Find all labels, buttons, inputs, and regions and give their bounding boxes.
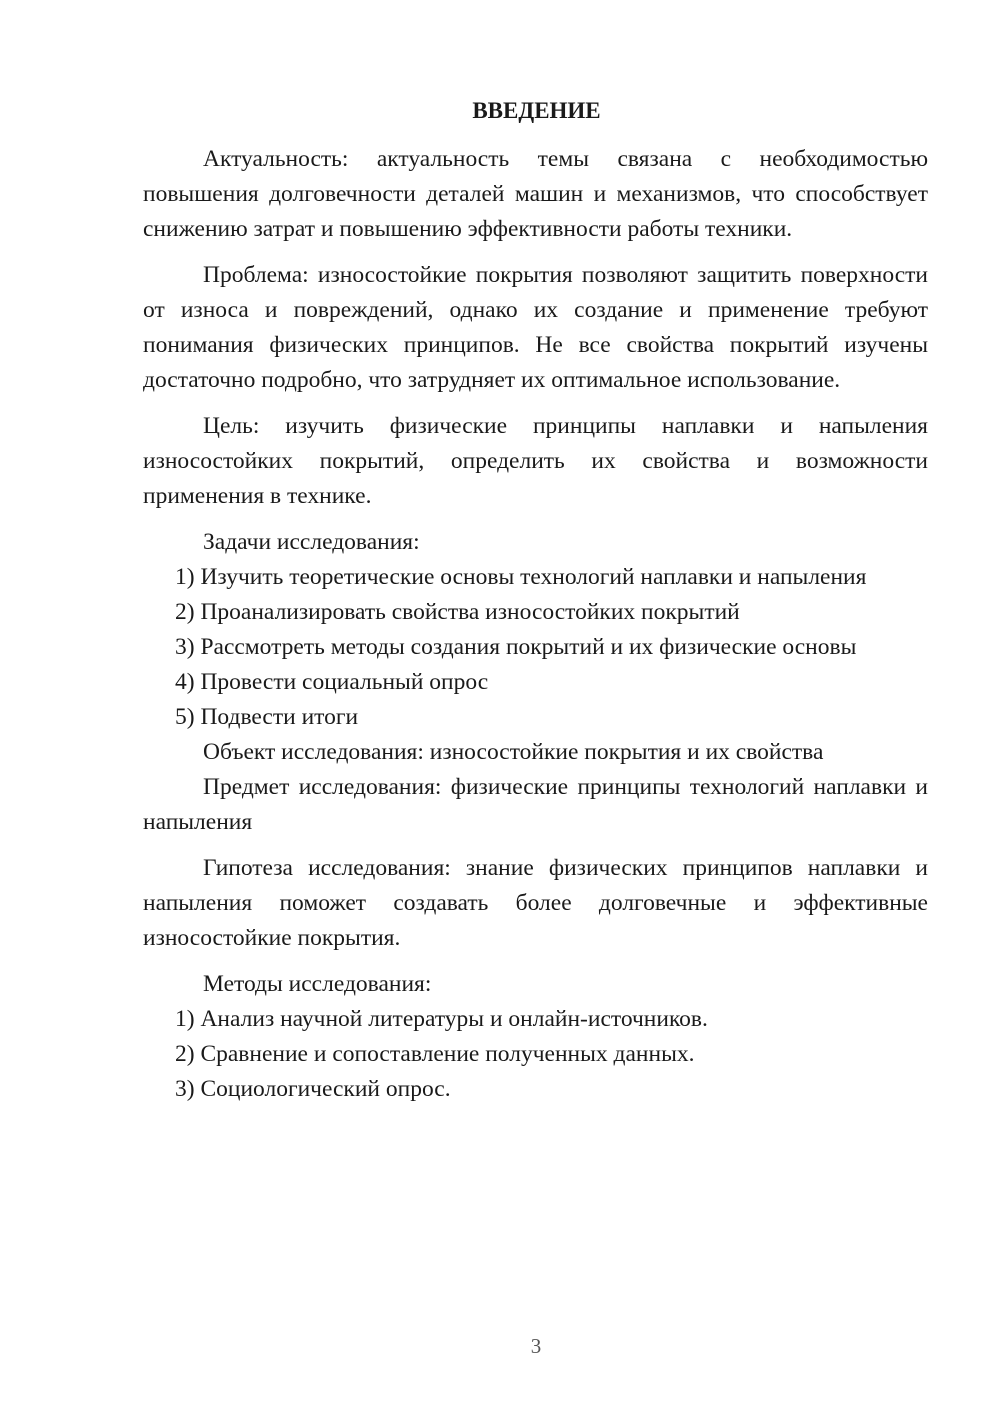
tasks-heading: Задачи исследования: — [203, 529, 420, 555]
relevance-paragraph: Актуальность: актуальность темы связана с необходимостью повышения долговечности деталей машин и механизмов, что способствует снижению затрат и повышению эффективности работы техники. — [143, 146, 928, 242]
section-title: ВВЕДЕНИЕ — [472, 98, 601, 123]
problem-paragraph: Проблема: износостойкие покрытия позволяют защитить поверхности от износа и повреждений, однако их создание и применение требуют понимания физических принципов. Не все свойства покрытий изучены достаточно подробно, что затрудняет их оптимальное использование. — [143, 262, 928, 393]
subject-paragraph: Предмет исследования: физические принципы технологий наплавки и напыления — [143, 774, 928, 835]
list-item: 3) Социологический опрос. — [175, 1076, 451, 1102]
hypothesis-paragraph: Гипотеза исследования: знание физических принципов наплавки и напыления поможет создавать более долговечные и эффективные износостойкие покрытия. — [143, 855, 928, 951]
methods-list — [143, 1002, 928, 1107]
list-item: 2) Проанализировать свойства износостойких покрытий — [175, 599, 740, 625]
list-item: 3) Рассмотреть методы создания покрытий и их физические основы — [175, 634, 857, 660]
methods-heading: Методы исследования: — [203, 971, 432, 997]
object-paragraph: Объект исследования: износостойкие покрытия и их свойства — [203, 739, 824, 765]
tasks-list — [143, 560, 928, 735]
list-item: 1) Изучить теоретические основы технологий наплавки и напыления — [175, 564, 867, 590]
goal-paragraph: Цель: изучить физические принципы наплавки и напыления износостойких покрытий, определить их свойства и возможности применения в технике. — [143, 413, 928, 509]
page-number: 3 — [530, 1334, 542, 1358]
list-item: 4) Провести социальный опрос — [175, 669, 489, 695]
list-item: 5) Подвести итоги — [175, 704, 359, 730]
list-item: 2) Сравнение и сопоставление полученных данных. — [175, 1041, 695, 1067]
list-item: 1) Анализ научной литературы и онлайн-источников. — [175, 1006, 708, 1032]
page-content — [143, 96, 928, 1107]
